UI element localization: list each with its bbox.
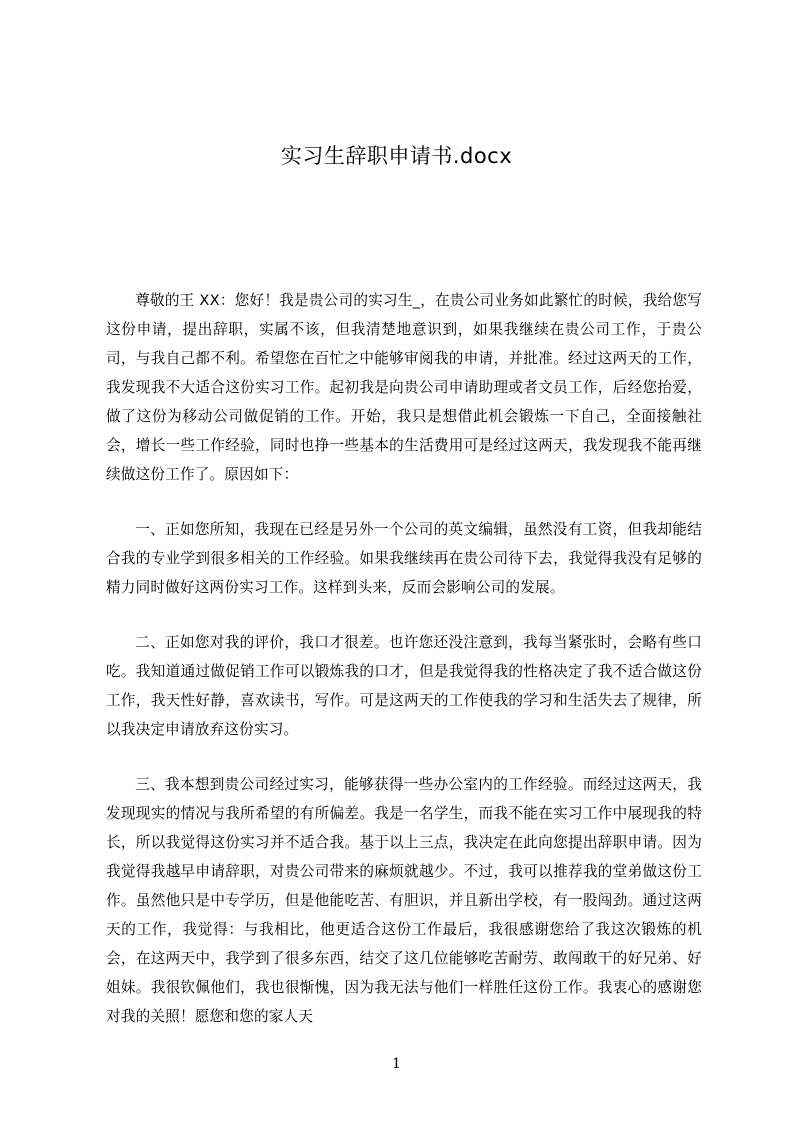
paragraph-opening: 尊敬的王 XX：您好！我是贵公司的实习生_，在贵公司业务如此繁忙的时候，我给您写这份申请，提出辞职，实属不该，但我清楚地意识到，如果我继续在贵公司工作，于贵公司，与我自己都不利。希望您在百忙之中能够审阅我的申请，并批准。经过这两天的工作，我发现我不大适合这份实习工作。起初我是向贵公司申请助理或者文员工作，后经您抬爱，做了这份为移动公司做促销的工作。开始，我只是想借此机会锻炼一下自己，全面接触社会，增长一些工作经验，同时也挣一些基本的生活费用可是经过这两天，我发现我不能再继续做这份工作了。原因如下： (106, 292, 702, 483)
paragraph-reason-two: 二、正如您对我的评价，我口才很差。也许您还没注意到，我每当紧张时，会略有些口吃。我知道通过做促销工作可以锻炼我的口才，但是我觉得我的性格决定了我不适合做这份工作，我天性好静，喜欢读书，写作。可是这两天的工作使我的学习和生活失去了规律，所以我决定申请放弃这份实习。 (106, 634, 702, 738)
document-body (106, 286, 702, 1031)
document-title: 实习生辞职申请书.docx (280, 144, 513, 168)
paragraph-reason-one: 一、正如您所知，我现在已经是另外一个公司的英文编辑，虽然没有工资，但我却能结合我的专业学到很多相关的工作经验。如果我继续再在贵公司待下去，我觉得我没有足够的精力同时做好这两份实习工作。这样到头来，反而会影响公司的发展。 (106, 521, 702, 596)
paragraph-reason-three: 三、我本想到贵公司经过实习，能够获得一些办公室内的工作经验。而经过这两天，我发现现实的情况与我所希望的有所偏差。我是一名学生，而我不能在实习工作中展现我的特长，所以我觉得这份实习并不适合我。基于以上三点，我决定在此向您提出辞职申请。因为我觉得我越早申请辞职，对贵公司带来的麻烦就越少。不过，我可以推荐我的堂弟做这份工作。虽然他只是中专学历，但是他能吃苦、有胆识，并且新出学校，有一股闯劲。通过这两天的工作，我觉得：与我相比，他更适合这份工作最后，我很感谢您给了我这次锻炼的机会，在这两天中，我学到了很多东西，结交了这几位能够吃苦耐劳、敢闯敢干的好兄弟、好姐妹。我很钦佩他们，我也很惭愧，因为我无法与他们一样胜任这份工作。我衷心的感谢您对我的关照！愿您和您的家人天 (106, 776, 702, 1025)
page-number: 1 (392, 1056, 401, 1072)
